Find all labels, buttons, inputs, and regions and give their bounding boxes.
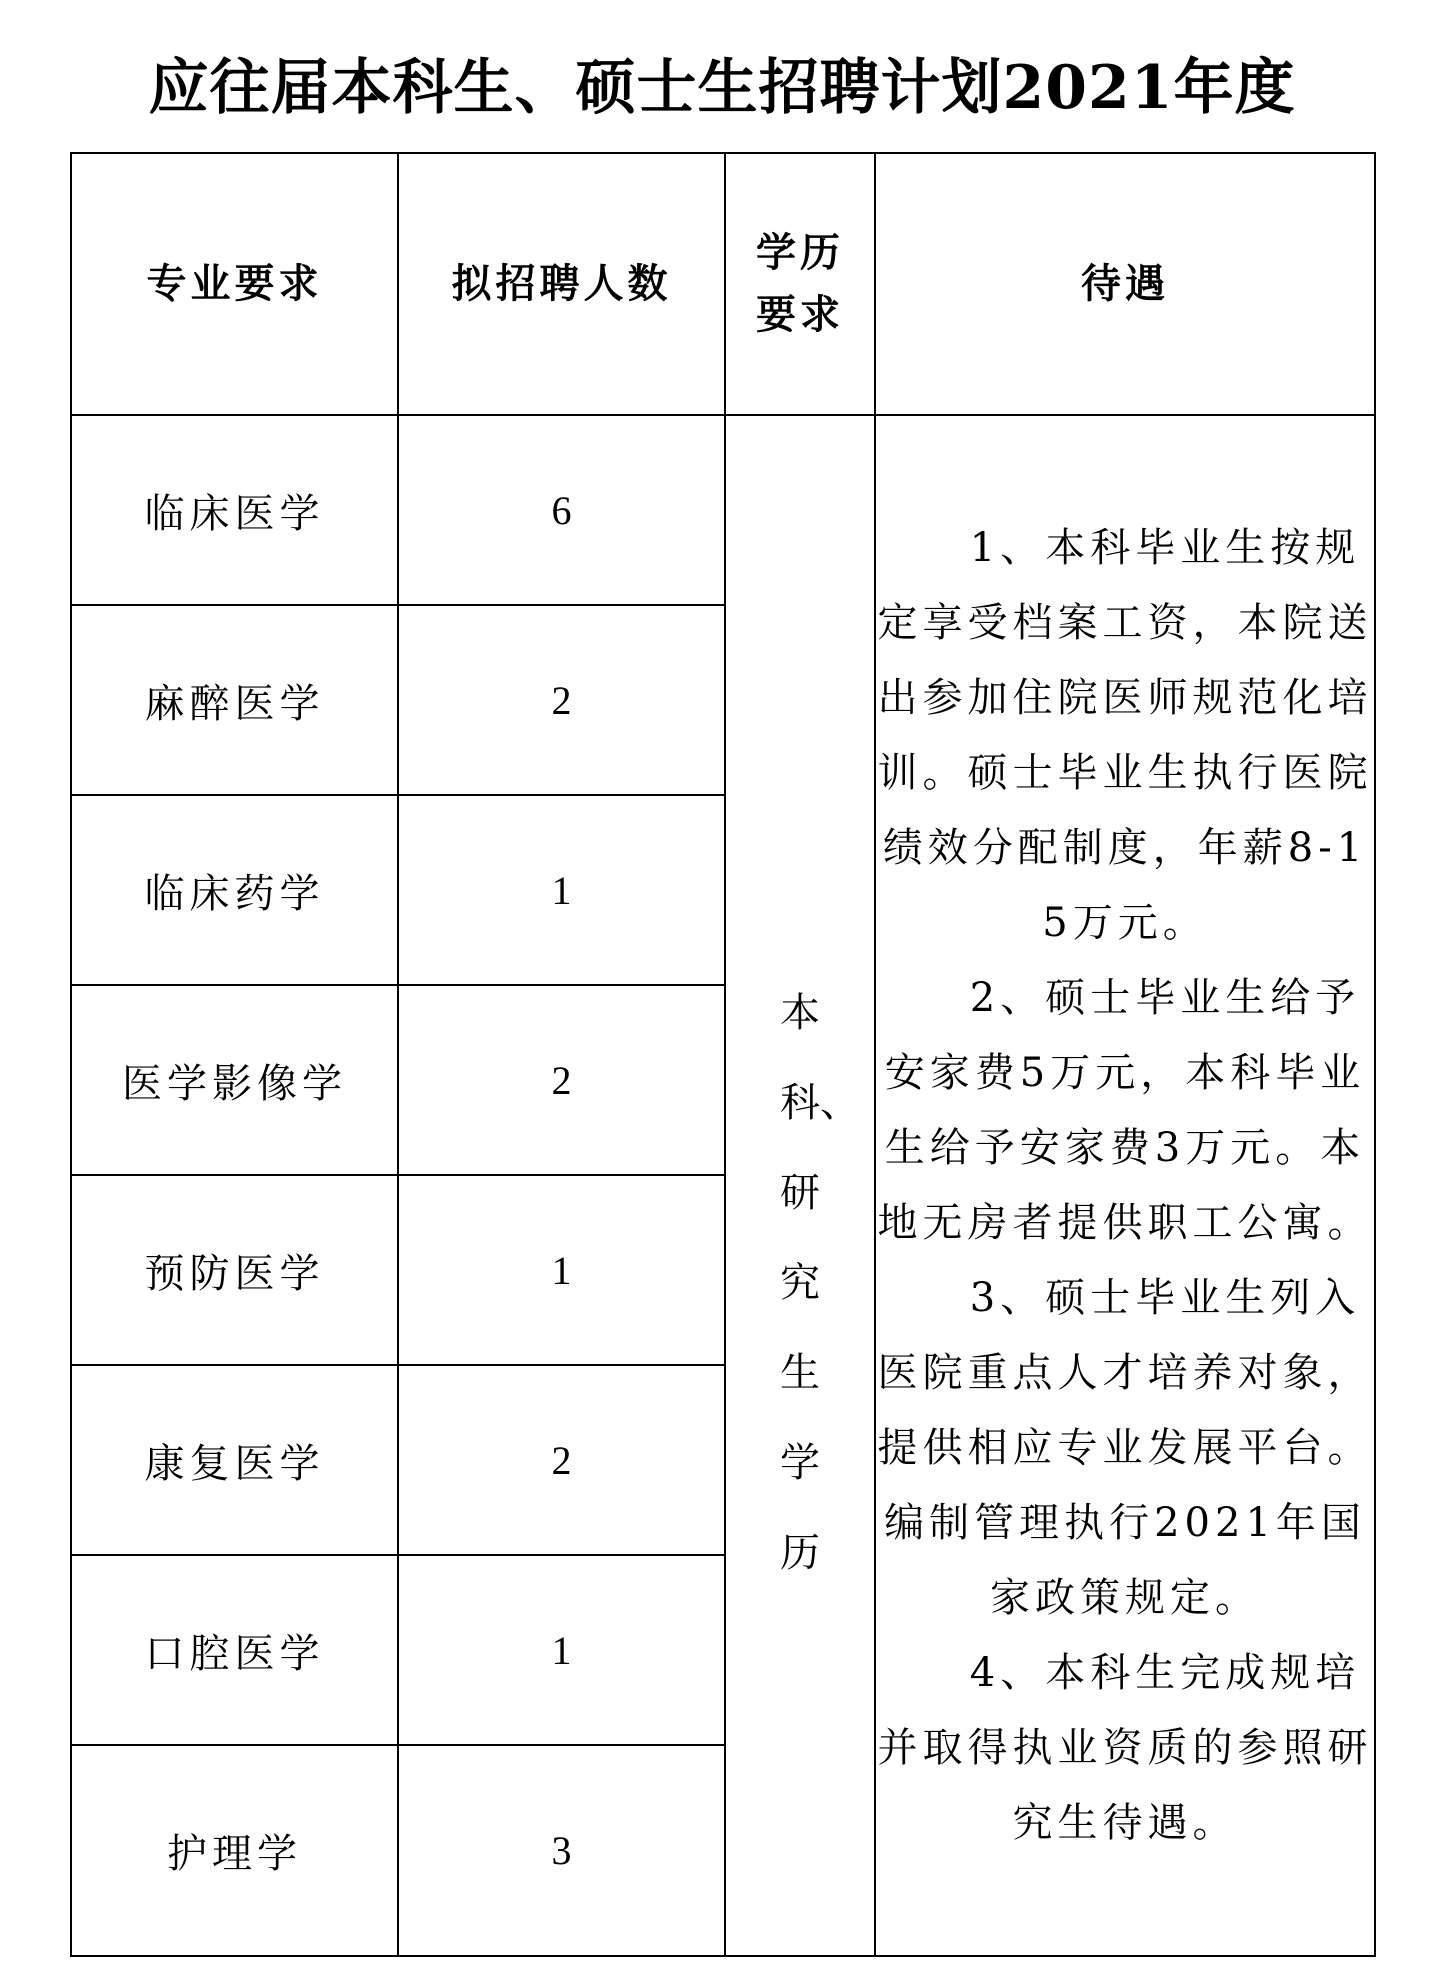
header-major: 专业要求 (71, 153, 398, 415)
header-benefits: 待遇 (875, 153, 1375, 415)
benefits-cell (875, 415, 1375, 1956)
major-cell: 护理学 (71, 1745, 398, 1956)
major-cell: 麻醉医学 (71, 605, 398, 795)
education-cell (725, 415, 875, 1956)
major-cell: 康复医学 (71, 1365, 398, 1555)
header-count: 拟招聘人数 (398, 153, 725, 415)
benefit-item: 4、本科生完成规培并取得执业资质的参照研究生待遇。 (877, 1649, 1373, 1846)
count-cell: 3 (398, 1745, 725, 1956)
major-cell: 临床医学 (71, 415, 398, 605)
table-header-row (71, 153, 1375, 415)
page-title: 应往届本科生、硕士生招聘计划2021年度 (148, 53, 1296, 123)
header-education (725, 153, 875, 415)
major-cell: 预防医学 (71, 1175, 398, 1365)
benefit-item: 1、本科毕业生按规定享受档案工资，本院送出参加住院医师规范化培训。硕士毕业生执行医院绩效分配制度，年薪8-15万元。 (877, 524, 1373, 946)
count-cell: 1 (398, 1555, 725, 1745)
count-cell: 1 (398, 795, 725, 985)
count-cell: 2 (398, 1365, 725, 1555)
benefit-item: 3、硕士毕业生列入医院重点人才培养对象，提供相应专业发展平台。编制管理执行2021年国家政策规定。 (877, 1274, 1373, 1621)
recruitment-plan-table (70, 152, 1376, 1957)
benefit-item: 2、硕士毕业生给予安家费5万元，本科毕业生给予安家费3万元。本地无房者提供职工公寓。 (877, 974, 1373, 1246)
count-cell: 6 (398, 415, 725, 605)
header-education-line1: 学历 (756, 230, 844, 276)
major-cell: 口腔医学 (71, 1555, 398, 1745)
education-text: 本科、研究生学历 (780, 990, 860, 1576)
count-cell: 2 (398, 605, 725, 795)
count-cell: 1 (398, 1175, 725, 1365)
table-row (71, 415, 1375, 605)
major-cell: 医学影像学 (71, 985, 398, 1175)
header-education-line2: 要求 (756, 292, 844, 338)
count-cell: 2 (398, 985, 725, 1175)
major-cell: 临床药学 (71, 795, 398, 985)
